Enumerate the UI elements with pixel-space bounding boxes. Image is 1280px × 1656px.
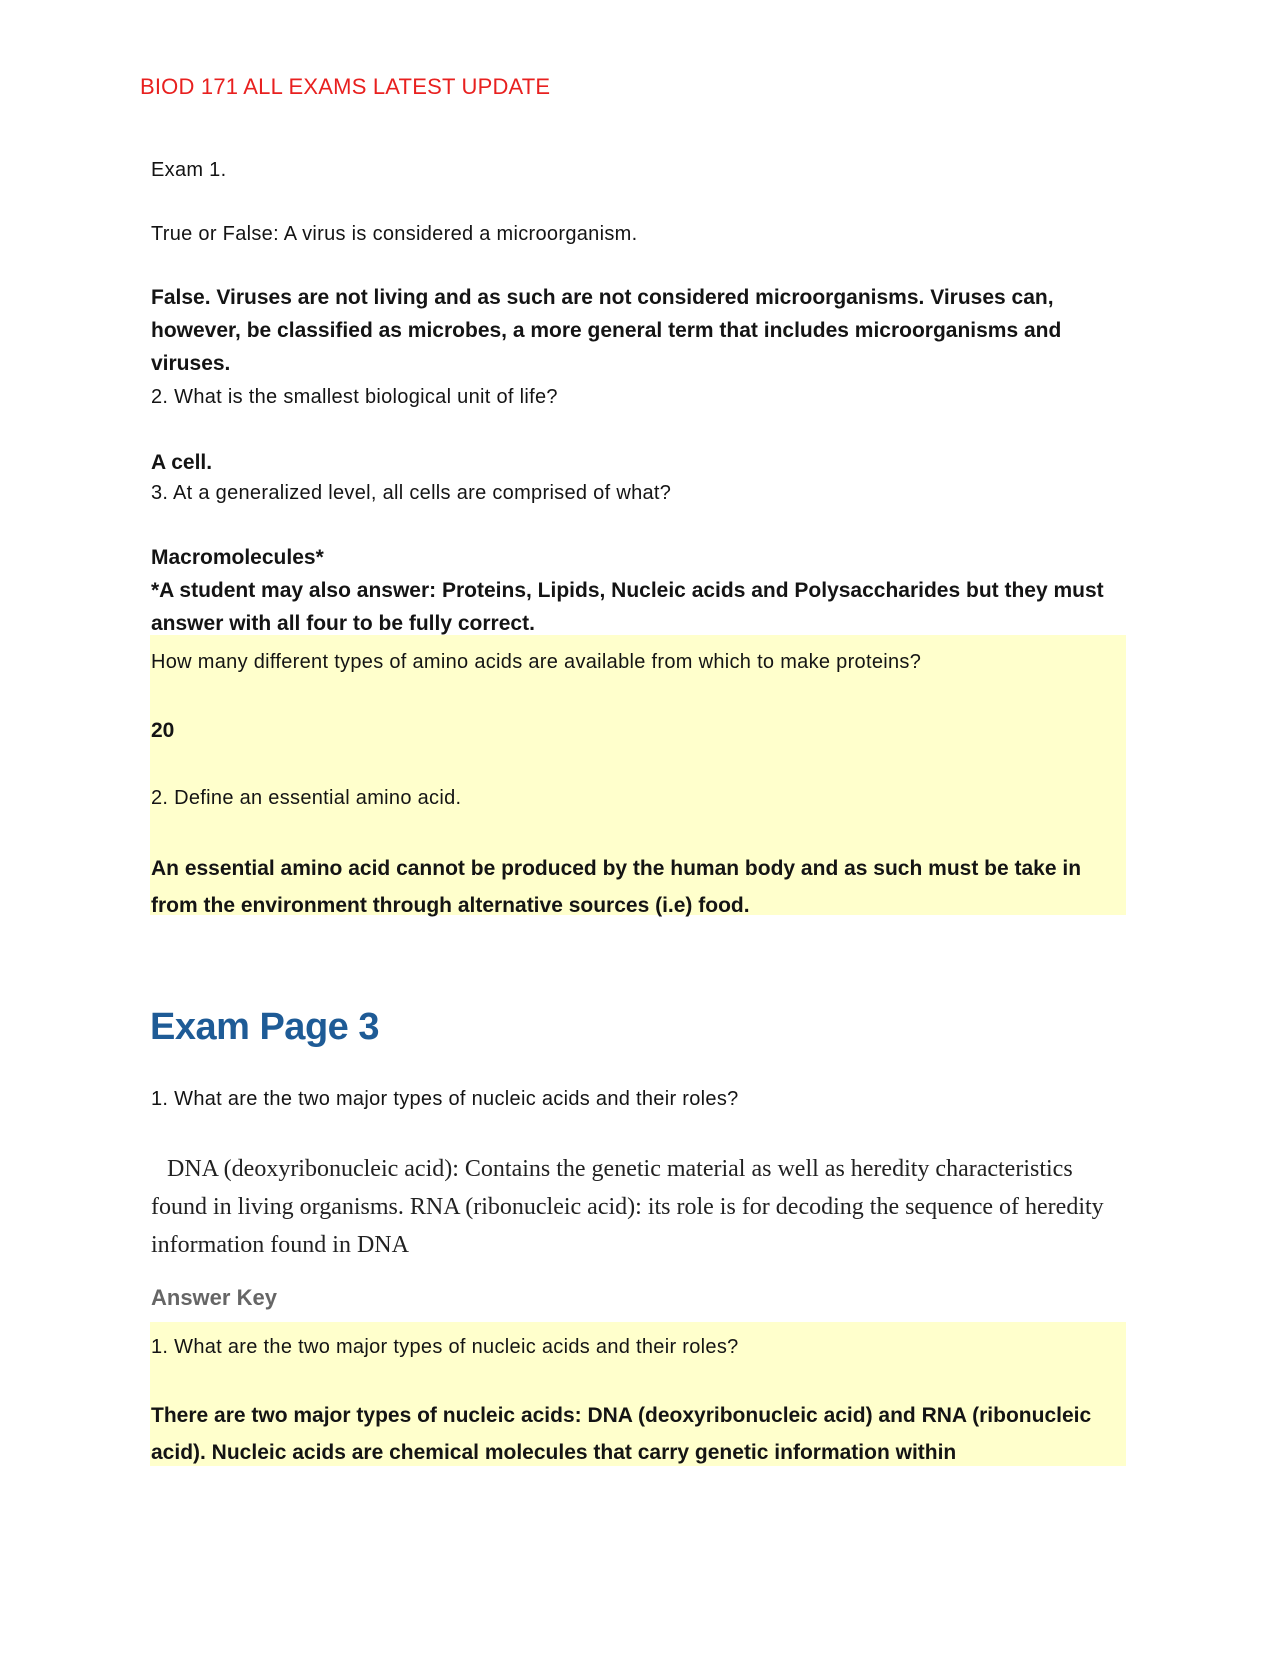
answer-essential-amino: An essential amino acid cannot be produced by the human body and as such must be take in from the environment through alternative sources (i.e) food. xyxy=(151,857,1082,917)
answer-amino-acids: 20 xyxy=(151,719,175,742)
document-title: BIOD 171 ALL EXAMS LATEST UPDATE xyxy=(140,74,551,99)
answer-key-question: 1. What are the two major types of nucleic acids and their roles? xyxy=(151,1336,739,1358)
answer-note: *A student may also answer: Proteins, Lipids, Nucleic acids and Polysaccharides but they must answer with all four to be fully correct. xyxy=(151,579,1104,635)
response-nucleic-acids xyxy=(151,1150,1126,1264)
answer-key-answer: There are two major types of nucleic acids: DNA (deoxyribonucleic acid) and RNA (ribonucleic acid). Nucleic acids are chemical molecules that carry genetic information within xyxy=(151,1404,1092,1464)
answer-smallest-unit: A cell. xyxy=(151,451,213,474)
question-amino-acids: How many different types of amino acids are available from which to make proteins? xyxy=(151,651,922,673)
question-nucleic-acids: 1. What are the two major types of nucleic acids and their roles? xyxy=(151,1088,739,1110)
question-virus: True or False: A virus is considered a microorganism. xyxy=(151,223,638,245)
answer-key-label: Answer Key xyxy=(151,1285,277,1310)
exam-label: Exam 1. xyxy=(151,159,227,181)
answer-cells-comprised: Macromolecules* xyxy=(151,546,324,569)
response-text: DNA (deoxyribonucleic acid): Contains the genetic material as well as heredity characteristics found in living organisms. RNA (ribonucleic acid): its role is for decoding the sequence of heredity information found in DNA xyxy=(151,1156,1104,1258)
exam-page-heading: Exam Page 3 xyxy=(150,1006,379,1048)
question-cells-comprised: 3. At a generalized level, all cells are comprised of what? xyxy=(151,482,672,504)
answer-virus: False. Viruses are not living and as such are not considered microorganisms. Viruses can, however, be classified as microbes, a more general term that includes microorganisms and viruses. xyxy=(151,286,1062,375)
question-essential-amino: 2. Define an essential amino acid. xyxy=(151,787,462,809)
question-smallest-unit: 2. What is the smallest biological unit of life? xyxy=(151,386,558,408)
